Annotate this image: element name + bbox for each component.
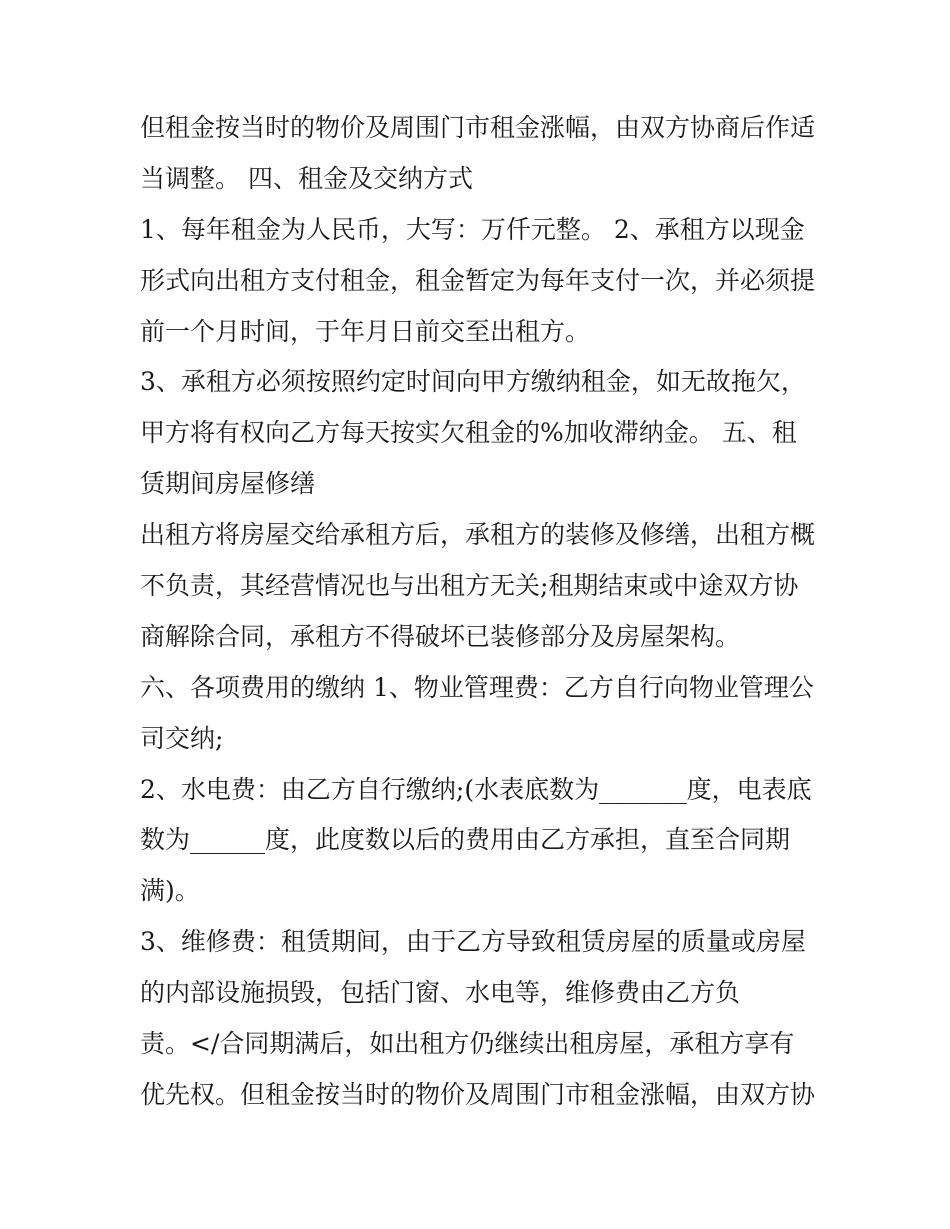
- text-line: 不负责，其经营情况也与出租方无关;租期结束或中途双方协: [140, 571, 799, 601]
- text-line: 出租方将房屋交给承租方后，承租方的装修及修缮，出租方概: [140, 520, 816, 550]
- text-line: 六、各项费用的缴纳 1、物业管理费：乙方自行向物业管理公: [140, 672, 814, 702]
- text-line: 2、水电费：由乙方自行缴纳;(水表底数为_______度，电表底: [140, 774, 812, 804]
- text-line: 优先权。但租金按当时的物价及周围门市租金涨幅，由双方协: [140, 1079, 816, 1109]
- text-line: 3、维修费：租赁期间，由于乙方导致租赁房屋的质量或房屋: [140, 927, 806, 957]
- text-line: 但租金按当时的物价及周围门市租金涨幅，由双方协商后作适: [140, 113, 816, 142]
- text-line: 商解除合同，承租方不得破坏已装修部分及房屋架构。: [140, 621, 741, 651]
- text-line: 甲方将有权向乙方每天按实欠租金的%加收滞纳金。 五、租: [140, 418, 797, 448]
- contract-text: [140, 103, 820, 1121]
- text-line: 3、承租方必须按照约定时间向甲方缴纳租金，如无故拖欠，: [140, 367, 806, 397]
- text-line: 赁期间房屋修缮: [140, 469, 316, 499]
- text-line: 当调整。 四、租金及交纳方式: [140, 163, 473, 193]
- text-line: 司交纳;: [140, 723, 224, 753]
- text-line: 数为______度，此度数以后的费用由乙方承担，直至合同期: [140, 825, 791, 855]
- text-line: 的内部设施损毁，包括门窗、水电等，维修费由乙方负: [140, 978, 741, 1008]
- text-line: 责。</合同期满后，如出租方仍继续出租房屋，承租方享有: [140, 1029, 795, 1059]
- text-line: 满)。: [140, 876, 200, 906]
- text-line: 形式向出租方支付租金，租金暂定为每年支付一次，并必须提: [140, 265, 816, 295]
- text-line: 1、每年租金为人民币，大写：万仟元整。 2、承租方以现金: [140, 214, 805, 244]
- text-line: 前一个月时间，于年月日前交至出租方。: [140, 316, 591, 346]
